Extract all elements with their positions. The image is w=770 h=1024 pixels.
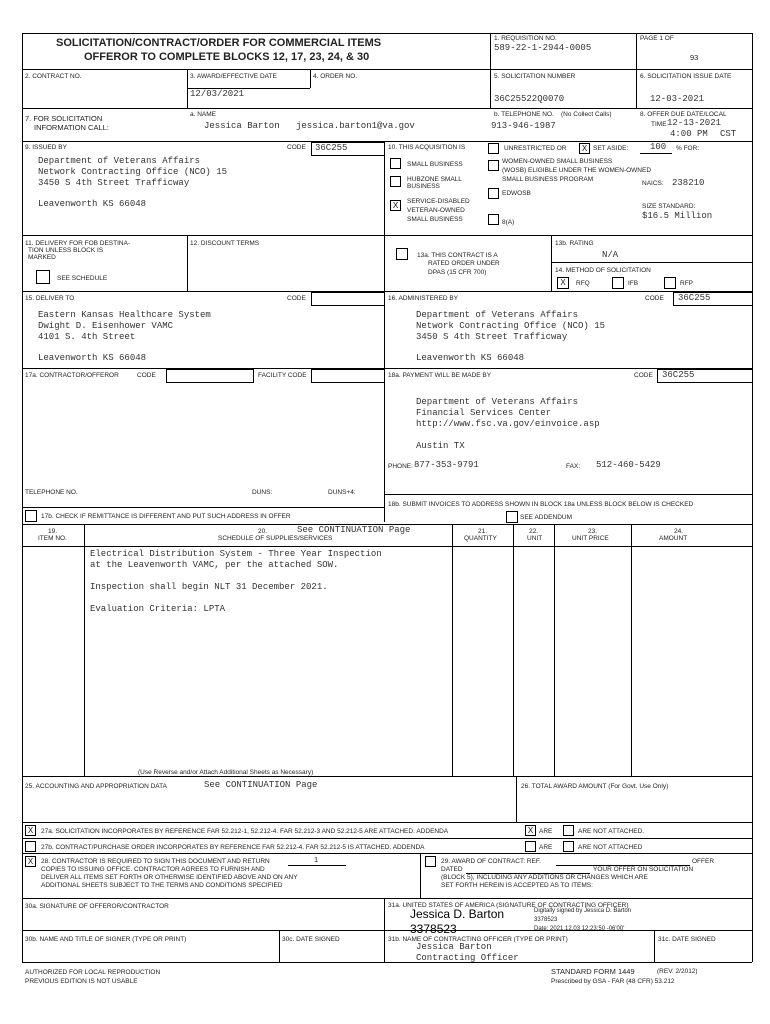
edwosb-label: EDWOSB <box>502 190 531 197</box>
time-label: TIME <box>651 121 667 128</box>
vline-order <box>310 69 311 88</box>
edwosb-checkbox[interactable] <box>488 188 499 199</box>
rating-label: 13b. RATING <box>555 240 594 247</box>
rule-17b <box>22 507 384 508</box>
payment-line-2: Financial Services Center <box>416 408 552 418</box>
deliver-to-line-3: 4101 S. 4th Street <box>38 332 136 342</box>
digital-signature-note-2: 3378523 <box>534 917 558 923</box>
deliver-to-line-4: Leavenworth KS 66048 <box>38 353 147 363</box>
payment-code-label: CODE <box>634 372 653 379</box>
block28-line-2: COPIES TO ISSUING OFFICE. CONTRACTOR AGREES TO FURNISH AND <box>41 866 265 873</box>
ifb-label: IFB <box>628 280 639 287</box>
duns4-label: DUNS+4: <box>328 489 356 496</box>
set-aside-checkbox[interactable]: X <box>579 143 590 154</box>
contractor-code-box[interactable] <box>166 369 254 383</box>
rating-value[interactable]: N/A <box>602 250 619 260</box>
offer-due-timezone[interactable]: CST <box>720 129 737 139</box>
page-label: PAGE 1 OF <box>640 35 674 42</box>
administered-by-code-label: CODE <box>645 295 664 302</box>
27a-are-checkbox[interactable]: X <box>525 825 536 836</box>
deliver-to-line-1: Eastern Kansas Healthcare System <box>38 310 211 320</box>
block29-line-3: (BLOCK 5), INCLUDING ANY ADDITIONS OR CHANGES WHICH ARE <box>441 874 648 881</box>
payment-code-value: 36C255 <box>662 370 695 380</box>
vline-mid <box>384 141 385 522</box>
set-aside-label: SET ASIDE: <box>593 145 629 152</box>
award-date-label: 3. AWARD/EFFECTIVE DATE <box>190 73 277 80</box>
issued-by-line-4: Leavenworth KS 66048 <box>38 199 147 209</box>
duns-label: DUNS: <box>252 489 273 496</box>
rule-row9 <box>22 141 752 142</box>
rule-row17 <box>22 368 752 369</box>
rule-row2 <box>22 69 752 70</box>
payment-code-box[interactable] <box>657 369 753 383</box>
rule-18b <box>384 494 752 495</box>
set-aside-percent[interactable]: 100 <box>650 142 667 152</box>
order-no-label: 4. ORDER NO. <box>313 73 358 80</box>
hubzone-label-2: BUSINESS <box>407 183 440 190</box>
issued-by-label: 9. ISSUED BY <box>25 144 67 151</box>
digital-signature-id: 3378523 <box>410 922 457 936</box>
8a-label: 8(A) <box>502 219 515 226</box>
sdvosb-checkbox[interactable]: X <box>390 200 401 211</box>
col20-header: SCHEDULE OF SUPPLIES/SERVICES <box>218 535 333 542</box>
size-standard-value[interactable]: $16.5 Million <box>642 211 713 221</box>
block29-line-1: 29. AWARD OF CONTRACT: REF. <box>441 858 541 865</box>
contracting-officer-name: Jessica Barton <box>416 942 492 952</box>
solicitation-number-label: 5. SOLICITATION NUMBER <box>494 73 576 80</box>
rated-order-label-1: 13a. THIS CONTRACT IS A <box>417 252 498 259</box>
payment-phone-value[interactable]: 877-353-9791 <box>414 460 479 470</box>
vline-13b <box>551 235 552 291</box>
payment-fax-label: FAX: <box>566 463 581 470</box>
vline-col21 <box>452 524 453 776</box>
footer-authorized: AUTHORIZED FOR LOCAL REPRODUCTION <box>25 969 161 976</box>
unrestricted-label: UNRESTRICTED OR <box>504 145 567 152</box>
issue-date-value[interactable]: 12-03-2021 <box>650 94 705 104</box>
col24-header: AMOUNT <box>659 535 688 542</box>
accounting-label: 25. ACCOUNTING AND APPROPRIATION DATA <box>25 783 167 790</box>
schedule-desc-line-3: Inspection shall begin NLT 31 December 2021. <box>90 582 328 592</box>
bottom-rule <box>22 962 752 963</box>
administered-by-code-value: 36C255 <box>678 293 711 303</box>
signature-31a-label: 31a. UNITED STATES OF AMERICA (SIGNATURE OF CONTRACTING OFFICER) <box>388 902 629 909</box>
col21-header: QUANTITY <box>464 535 497 542</box>
hubzone-label-1: HUBZONE SMALL <box>407 176 462 183</box>
naics-value[interactable]: 238210 <box>672 178 705 188</box>
27b-are-checkbox[interactable] <box>525 841 536 852</box>
payment-line-1: Department of Veterans Affairs <box>416 397 579 407</box>
rule-25 <box>22 776 752 777</box>
offer-due-time[interactable]: 4:00 PM <box>670 129 708 139</box>
form-title: SOLICITATION/CONTRACT/ORDER FOR COMMERCIAL ITEMS <box>56 37 382 49</box>
vline-page <box>636 33 637 108</box>
block29-line-4: SET FORTH HEREIN IS ACCEPTED AS TO ITEMS: <box>441 882 593 889</box>
issued-by-line-3: 3450 S 4th Street Trafficway <box>38 178 190 188</box>
col19-number: 19. <box>48 528 58 535</box>
solicitation-number-value[interactable]: 36C25522Q0070 <box>494 94 565 104</box>
sdvosb-label-3: SMALL BUSINESS <box>407 216 463 223</box>
incorporates-27b-checkbox[interactable] <box>25 841 36 852</box>
signature-30a-label: 30a. SIGNATURE OF OFFEROR/CONTRACTOR <box>25 903 169 910</box>
col20-note: See CONTINUATION Page <box>297 525 411 535</box>
date-signed-31c-label: 31c. DATE SIGNED <box>658 936 716 943</box>
telephone-label: b. TELEPHONE NO. <box>494 111 554 118</box>
unrestricted-checkbox[interactable] <box>488 143 499 154</box>
copies-underline <box>288 865 346 866</box>
vline-31 <box>384 898 385 962</box>
see-schedule-checkbox[interactable] <box>36 270 50 284</box>
date-signed-30c-label: 30c. DATE SIGNED <box>282 936 340 943</box>
acquisition-label: 10. THIS ACQUISITION IS <box>388 144 466 151</box>
rule-30b <box>22 930 752 931</box>
payment-label: 18a. PAYMENT WILL BE MADE BY <box>388 372 492 379</box>
delivery-fob-label-2: TION UNLESS BLOCK IS <box>28 247 104 254</box>
vline-12 <box>187 235 188 291</box>
issued-by-code-label: CODE <box>287 144 306 151</box>
facility-code-label: FACILITY CODE <box>258 372 307 379</box>
facility-code-box[interactable] <box>311 369 385 383</box>
wosb-checkbox[interactable] <box>488 160 499 171</box>
col23-header: UNIT PRICE <box>572 535 609 542</box>
top-rule <box>22 33 752 34</box>
administered-by-line-2: Network Contracting Office (NCO) 15 <box>416 321 606 331</box>
27a-are-label: ARE <box>539 828 553 835</box>
rule-row15 <box>22 291 752 292</box>
issued-by-code-box[interactable] <box>311 142 385 156</box>
col22-number: 22. <box>529 528 539 535</box>
block29-dated: DATED <box>441 866 463 873</box>
col20-number: 20. <box>258 528 268 535</box>
incorporates-27a-checkbox[interactable]: X <box>25 825 36 836</box>
wosb-label-3: SMALL BUSINESS PROGRAM <box>502 176 594 183</box>
col19-header: ITEM NO. <box>38 535 67 542</box>
discount-terms-label: 12. DISCOUNT TERMS <box>190 240 260 247</box>
info-call-label-2: INFORMATION CALL: <box>34 123 109 132</box>
small-business-checkbox[interactable] <box>390 158 401 169</box>
percent-label: % FOR: <box>676 145 700 152</box>
addendum-checkbox[interactable] <box>506 511 518 523</box>
contracting-officer-label: 31b. NAME OF CONTRACTING OFFICER (TYPE OR PRINT) <box>388 936 568 943</box>
wosb-label-1: WOMEN-OWNED SMALL BUSINESS <box>502 158 613 165</box>
vline-col24 <box>631 524 632 776</box>
block28-line-1: 28. CONTRACTOR IS REQUIRED TO SIGN THIS DOCUMENT AND RETURN <box>41 858 270 865</box>
vline-req <box>490 33 491 108</box>
delivery-fob-label-1: 11. DELIVERY FOR FOB DESTINA- <box>25 240 131 247</box>
block28-line-3: DELIVER ALL ITEMS SET FORTH OR OTHERWISE IDENTIFIED ABOVE AND ON ANY <box>41 874 298 881</box>
col21-number: 21. <box>478 528 488 535</box>
method-label: 14. METHOD OF SOLICITATION <box>555 267 651 274</box>
administered-by-line-4: Leavenworth KS 66048 <box>416 353 525 363</box>
rule-28 <box>22 853 752 854</box>
rule-30a <box>22 898 752 899</box>
sdvosb-label-2: VETERAN-OWNED <box>407 207 465 214</box>
digital-signature-name[interactable]: Jessica D. Barton <box>410 907 505 921</box>
percent-underline <box>640 153 672 154</box>
27a-not-label: ARE NOT ATTACHED. <box>578 828 645 835</box>
deliver-to-code-label: CODE <box>287 295 306 302</box>
remittance-label: 17b. CHECK IF REMITTANCE IS DIFFERENT AND PUT SUCH ADDRESS IN OFFER <box>41 513 291 520</box>
incorporates-27a-label: 27a. SOLICITATION INCORPORATES BY REFERENCE FAR 52.212-1, 52.212-4. FAR 52.212-3 AND 52.212-5 ARE ATTACHED. ADDENDA <box>41 828 449 835</box>
col23-number: 23. <box>588 528 598 535</box>
deliver-to-code-box[interactable] <box>311 292 385 306</box>
rfp-label: RFP <box>680 280 693 287</box>
vline-col20 <box>84 524 85 776</box>
deliver-to-label: 15. DELIVER TO <box>25 295 75 302</box>
offer-due-date[interactable]: 12-13-2021 <box>667 118 722 128</box>
ifb-checkbox[interactable] <box>612 277 624 289</box>
rated-order-label-3: DPAS (15 CFR 700) <box>428 269 487 276</box>
requisition-value[interactable]: 589-22-1-2944-0005 <box>494 43 592 53</box>
rfq-checkbox[interactable]: X <box>557 277 569 289</box>
contractor-code-label: CODE <box>137 372 156 379</box>
issued-by-code-value: 36C255 <box>315 143 348 153</box>
contractor-label: 17a. CONTRACTOR/OFFEROR <box>25 372 119 379</box>
col22-header: UNIT <box>527 535 543 542</box>
requisition-label: 1. REQUISITION NO. <box>494 35 557 42</box>
rated-order-label-2: RATED ORDER UNDER <box>428 260 500 267</box>
wosb-label-2: (WOSB) ELIGIBLE UNDER THE WOMEN-OWNED <box>502 167 652 174</box>
deliver-to-line-2: Dwight D. Eisenhower VAMC <box>38 321 174 331</box>
digital-signature-note-1: Digitally signed by Jessica D. Barton <box>534 908 632 914</box>
27a-not-checkbox[interactable] <box>563 825 574 836</box>
page-total: 93 <box>690 53 699 62</box>
rated-order-checkbox[interactable] <box>396 248 408 260</box>
incorporates-27b-label: 27b. CONTRACT/PURCHASE ORDER INCORPORATES BY REFERENCE FAR 52.212-4. FAR 52.212-5 IS ATTACHED. ADDENDA <box>41 844 425 851</box>
rfq-label: RFQ <box>576 280 590 287</box>
naics-label: NAICS: <box>642 180 664 187</box>
issued-by-line-2: Network Contracting Office (NCO) 15 <box>38 167 228 177</box>
accounting-value[interactable]: See CONTINUATION Page <box>204 780 318 790</box>
block29-your-offer: YOUR OFFER ON SOLICITATION <box>593 866 694 873</box>
contractor-telephone-label: TELEPHONE NO. <box>25 489 78 496</box>
offer-due-label: 8. OFFER DUE DATE/LOCAL <box>640 111 727 118</box>
name-value[interactable]: Jessica Barton <box>204 121 280 131</box>
award-date-value[interactable]: 12/03/2021 <box>190 89 245 99</box>
submit-invoices-label: 18b. SUBMIT INVOICES TO ADDRESS SHOWN IN BLOCK 18a UNLESS BLOCK BELOW IS CHECKED <box>388 501 694 508</box>
issued-by-line-1: Department of Veterans Affairs <box>38 156 201 166</box>
see-schedule-label: SEE SCHEDULE <box>57 275 108 282</box>
award-of-contract-checkbox[interactable] <box>425 856 436 867</box>
vline-31c <box>654 930 655 962</box>
size-standard-label: SIZE STANDARD: <box>642 203 696 210</box>
info-call-label-1: 7. FOR SOLICITATION <box>25 114 103 123</box>
delivery-fob-label-3: MARKED <box>28 254 56 261</box>
payment-phone-label: PHONE: <box>388 463 413 470</box>
administered-by-line-1: Department of Veterans Affairs <box>416 310 579 320</box>
total-award-label: 26. TOTAL AWARD AMOUNT (For Govt. Use Only) <box>521 783 669 790</box>
remittance-checkbox[interactable] <box>25 510 37 522</box>
footer-previous-edition: PREVIOUS EDITION IS NOT USABLE <box>25 978 138 985</box>
27b-are-label: ARE <box>539 844 553 851</box>
payment-link[interactable]: http://www.fsc.va.gov/einvoice.asp <box>416 419 600 429</box>
col24-number: 24. <box>674 528 684 535</box>
rule-27a <box>22 822 752 823</box>
vline-26 <box>516 776 517 822</box>
schedule-desc-line-2: at the Leavenworth VAMC, per the attached SOW. <box>90 560 339 570</box>
vline-30c <box>279 930 280 962</box>
administered-by-line-3: 3450 S 4th Street Trafficway <box>416 332 568 342</box>
schedule-desc-line-1: Electrical Distribution System - Three Year Inspection <box>90 549 382 559</box>
right-border <box>752 33 753 962</box>
rfp-checkbox[interactable] <box>664 277 676 289</box>
block29-offer: OFFER <box>692 858 715 865</box>
administered-by-label: 16. ADMINISTERED BY <box>388 295 459 302</box>
payment-line-4: Austin TX <box>416 441 465 451</box>
rule-14 <box>551 262 752 263</box>
block28-line-4: ADDITIONAL SHEETS SUBJECT TO THE TERMS AND CONDITIONS SPECIFIED <box>41 882 283 889</box>
27b-not-checkbox[interactable] <box>563 841 574 852</box>
rule-row11 <box>22 235 752 236</box>
name-label: a. NAME <box>190 111 217 118</box>
vline-col23 <box>554 524 555 776</box>
telephone-note: (No Collect Calls) <box>561 111 612 118</box>
hubzone-checkbox[interactable] <box>390 176 401 187</box>
contractor-sign-checkbox[interactable]: X <box>25 856 36 867</box>
signer-name-label: 30b. NAME AND TITLE OF SIGNER (TYPE OR PRINT) <box>25 936 187 943</box>
issue-date-label: 6. SOLICITATION ISSUE DATE <box>640 73 732 80</box>
addendum-label: SEE ADDENDUM <box>520 514 573 521</box>
digital-signature-note-3: Date: 2021.12.03 12:23:50 -06'00' <box>534 926 625 932</box>
rule-row7 <box>22 108 752 109</box>
rule-schedule-head <box>22 546 752 547</box>
vline-29 <box>420 853 421 898</box>
vline-col22 <box>513 524 514 776</box>
telephone-value[interactable]: 913-946-1987 <box>491 121 556 131</box>
schedule-desc-line-4: Evaluation Criteria: LPTA <box>90 604 226 614</box>
8a-checkbox[interactable] <box>488 214 499 225</box>
email-value[interactable]: jessica.barton1@va.gov <box>296 121 415 131</box>
footer-revision: (REV. 2/2012) <box>657 968 698 975</box>
rule-27b <box>22 838 752 839</box>
left-border <box>22 33 23 962</box>
footer-prescribed: Prescribed by GSA - FAR (48 CFR) 53.212 <box>551 978 675 985</box>
payment-fax-value[interactable]: 512-460-5429 <box>596 460 661 470</box>
27b-not-label: ARE NOT ATTACHED <box>578 844 643 851</box>
schedule-footer-note: (Use Reverse and/or Attach Additional Sheets as Necessary) <box>138 769 314 776</box>
form-subtitle: OFFEROR TO COMPLETE BLOCKS 12, 17, 23, 24, & 30 <box>84 51 370 63</box>
contract-no-label: 2. CONTRACT NO. <box>25 73 82 80</box>
footer-form-number: STANDARD FORM 1449 <box>551 967 635 976</box>
contracting-officer-title: Contracting Officer <box>416 953 519 963</box>
small-business-label: SMALL BUSINESS <box>407 161 463 168</box>
block28-copies[interactable]: 1 <box>314 855 319 864</box>
sdvosb-label-1: SERVICE-DISABLED <box>407 198 470 205</box>
administered-by-code-box[interactable] <box>673 292 753 306</box>
